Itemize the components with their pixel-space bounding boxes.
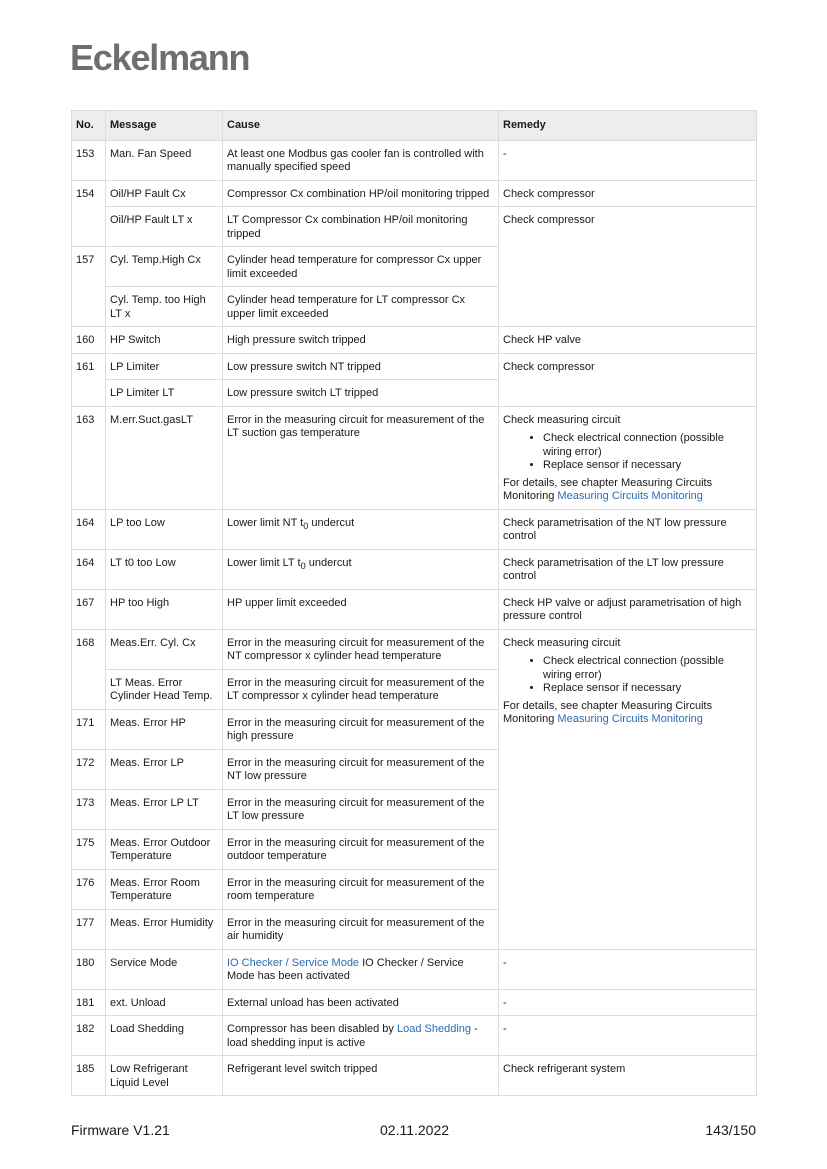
row-remedy: -	[499, 1016, 757, 1056]
row-cause: Error in the measuring circuit for measurement of the NT low pressure	[223, 749, 499, 789]
measuring-circuits-link[interactable]: Measuring Circuits Monitoring	[557, 713, 703, 725]
table-row	[72, 549, 757, 589]
table-row	[72, 406, 757, 509]
table-row	[72, 1016, 757, 1056]
row-remedy: Check compressor	[499, 353, 757, 406]
row-no: 177	[72, 909, 106, 949]
row-cause: Compressor Cx combination HP/oil monitoring tripped	[223, 180, 499, 207]
row-message: LP Limiter	[106, 353, 223, 380]
row-message: Man. Fan Speed	[106, 140, 223, 180]
row-cause: Low pressure switch NT tripped	[223, 353, 499, 380]
row-cause: Refrigerant level switch tripped	[223, 1056, 499, 1096]
row-cause: Cylinder head temperature for LT compressor Cx upper limit exceeded	[223, 287, 499, 327]
row-cause	[223, 549, 499, 589]
table-row	[72, 989, 757, 1016]
row-no: 171	[72, 709, 106, 749]
row-cause	[223, 1016, 499, 1056]
cause-subscript: 0	[303, 520, 309, 531]
row-remedy: -	[499, 949, 757, 989]
row-no: 163	[72, 406, 106, 509]
footer-firmware: Firmware V1.21	[71, 1122, 170, 1138]
table-row	[72, 1056, 757, 1096]
row-message: HP Switch	[106, 327, 223, 354]
row-no: 172	[72, 749, 106, 789]
cause-subscript: 0	[300, 560, 306, 571]
row-message: LT Meas. Error Cylinder Head Temp.	[106, 669, 223, 709]
row-cause	[223, 509, 499, 549]
row-message: LT t0 too Low	[106, 549, 223, 589]
io-checker-link[interactable]: IO Checker / Service Mode	[227, 956, 360, 969]
table-row	[72, 140, 757, 180]
table-row	[72, 629, 757, 669]
row-cause: HP upper limit exceeded	[223, 589, 499, 629]
row-remedy: -	[499, 140, 757, 180]
table-row	[72, 589, 757, 629]
remedy-steps	[503, 432, 752, 473]
remedy-steps	[503, 655, 752, 696]
row-message: Cyl. Temp. too High LT x	[106, 287, 223, 327]
row-cause: Error in the measuring circuit for measurement of the LT compressor x cylinder head temperature	[223, 669, 499, 709]
remedy-details-text: For details, see chapter Measuring Circuits Monitoring	[503, 699, 713, 725]
table-row	[72, 207, 757, 247]
cause-text: Compressor has been disabled by	[227, 1023, 397, 1035]
cause-text: Lower limit LT t	[227, 556, 301, 569]
row-message: Meas. Error LP LT	[106, 789, 223, 829]
row-cause	[223, 949, 499, 989]
remedy-intro: Check measuring circuit	[503, 636, 621, 649]
row-cause: LT Compressor Cx combination HP/oil monitoring tripped	[223, 207, 499, 247]
column-header-no: No.	[72, 111, 106, 141]
remedy-step: • Check electrical connection (possible wiring error)	[543, 432, 752, 459]
row-cause: Low pressure switch LT tripped	[223, 380, 499, 407]
row-message: LP too Low	[106, 509, 223, 549]
row-no: 185	[72, 1056, 106, 1096]
row-no: 168	[72, 629, 106, 709]
measuring-circuits-link[interactable]: Measuring Circuits Monitoring	[557, 490, 703, 502]
row-cause: Error in the measuring circuit for measurement of the outdoor temperature	[223, 829, 499, 869]
remedy-step: • Replace sensor if necessary	[543, 459, 752, 473]
eckelmann-logo: Eckelmann	[70, 37, 250, 78]
remedy-details	[503, 700, 752, 727]
table-row	[72, 949, 757, 989]
row-remedy: Check HP valve	[499, 327, 757, 354]
column-header-message: Message	[106, 111, 223, 141]
row-no: 176	[72, 869, 106, 909]
remedy-step: • Check electrical connection (possible wiring error)	[543, 655, 752, 682]
row-message: Load Shedding	[106, 1016, 223, 1056]
row-message: Oil/HP Fault Cx	[106, 180, 223, 207]
row-remedy: Check compressor	[499, 207, 757, 327]
row-cause: At least one Modbus gas cooler fan is controlled with manually specified speed	[223, 140, 499, 180]
row-cause: Error in the measuring circuit for measurement of the air humidity	[223, 909, 499, 949]
row-remedy: Check compressor	[499, 180, 757, 207]
cause-text-end: undercut	[308, 516, 355, 529]
remedy-details-text: For details, see chapter Measuring Circuits Monitoring	[503, 476, 713, 502]
row-remedy	[499, 406, 757, 509]
row-remedy	[499, 629, 757, 949]
row-message: Meas. Error Outdoor Temperature	[106, 829, 223, 869]
row-message: Meas. Error LP	[106, 749, 223, 789]
row-remedy: Check refrigerant system	[499, 1056, 757, 1096]
row-cause: Error in the measuring circuit for measurement of the LT low pressure	[223, 789, 499, 829]
load-shedding-link[interactable]: Load Shedding	[396, 1023, 471, 1035]
row-no: 157	[72, 247, 106, 327]
row-message: Low Refrigerant Liquid Level	[106, 1056, 223, 1096]
cause-text: Lower limit NT t	[227, 516, 304, 529]
column-header-cause: Cause	[223, 111, 499, 141]
row-cause: Cylinder head temperature for compressor Cx upper limit exceeded	[223, 247, 499, 287]
remedy-intro: Check measuring circuit	[503, 413, 621, 426]
column-header-remedy: Remedy	[499, 111, 757, 141]
row-no: 175	[72, 829, 106, 869]
remedy-step: • Replace sensor if necessary	[543, 682, 752, 696]
table-header-row	[72, 111, 757, 141]
row-no: 173	[72, 789, 106, 829]
cause-text: IO Checker / Service Mode has been activated	[227, 956, 464, 982]
row-message: HP too High	[106, 589, 223, 629]
row-no: 161	[72, 353, 106, 406]
row-cause: Error in the measuring circuit for measurement of the LT suction gas temperature	[223, 406, 499, 509]
footer-date: 02.11.2022	[380, 1122, 450, 1138]
table-row	[72, 327, 757, 354]
table-row	[72, 180, 757, 207]
cause-text-end: - load shedding input is active	[227, 1023, 478, 1049]
row-remedy: Check parametrisation of the NT low pressure control	[499, 509, 757, 549]
row-remedy: Check HP valve or adjust parametrisation of high pressure control	[499, 589, 757, 629]
row-no: 153	[72, 140, 106, 180]
row-no: 154	[72, 180, 106, 247]
row-no: 164	[72, 509, 106, 549]
row-cause: High pressure switch tripped	[223, 327, 499, 354]
cause-text-end: undercut	[305, 556, 352, 569]
row-message: Meas. Error Room Temperature	[106, 869, 223, 909]
row-remedy: -	[499, 989, 757, 1016]
row-cause: Error in the measuring circuit for measurement of the room temperature	[223, 869, 499, 909]
row-message: Meas. Error Humidity	[106, 909, 223, 949]
row-no: 164	[72, 549, 106, 589]
row-message: M.err.Suct.gasLT	[106, 406, 223, 509]
row-message: Meas. Error HP	[106, 709, 223, 749]
row-no: 181	[72, 989, 106, 1016]
row-message: ext. Unload	[106, 989, 223, 1016]
row-no: 180	[72, 949, 106, 989]
row-message: Cyl. Temp.High Cx	[106, 247, 223, 287]
table-row	[72, 509, 757, 549]
row-no: 160	[72, 327, 106, 354]
row-cause: Error in the measuring circuit for measurement of the NT compressor x cylinder head temperature	[223, 629, 499, 669]
row-message: Service Mode	[106, 949, 223, 989]
footer-page-number: 143/150	[705, 1122, 756, 1138]
row-cause: External unload has been activated	[223, 989, 499, 1016]
row-remedy: Check parametrisation of the LT low pressure control	[499, 549, 757, 589]
remedy-details	[503, 477, 752, 504]
row-no: 167	[72, 589, 106, 629]
fault-message-table	[71, 110, 757, 1096]
row-message: LP Limiter LT	[106, 380, 223, 407]
table-row	[72, 353, 757, 380]
row-cause: Error in the measuring circuit for measurement of the high pressure	[223, 709, 499, 749]
row-message: Meas.Err. Cyl. Cx	[106, 629, 223, 669]
row-message: Oil/HP Fault LT x	[106, 207, 223, 247]
row-no: 182	[72, 1016, 106, 1056]
